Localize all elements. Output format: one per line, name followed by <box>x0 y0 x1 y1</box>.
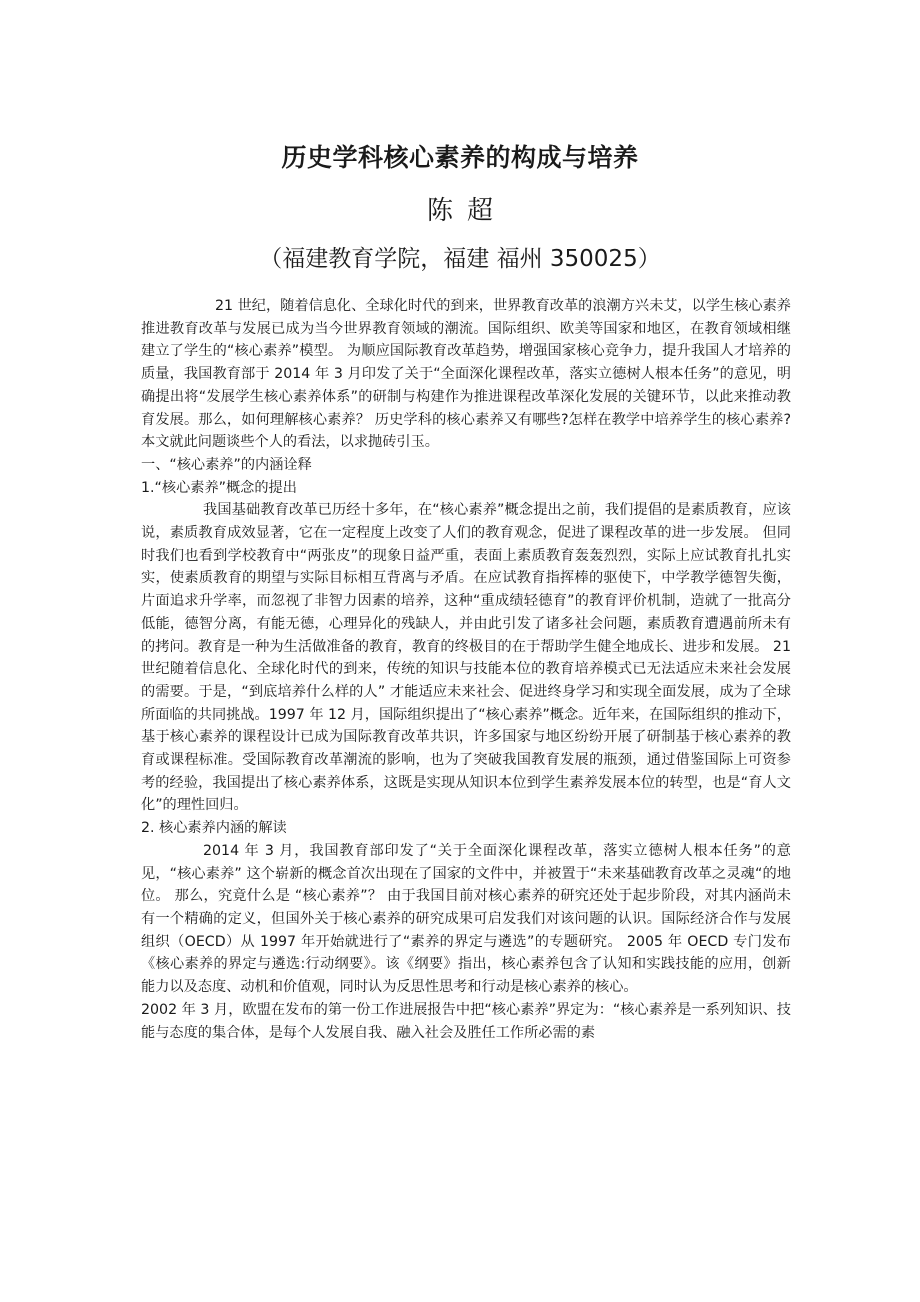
paragraph-eu-definition: 2002 年 3 月，欧盟在发布的第一份工作进展报告中把“核心素养”界定为：“核心素养是一系列知识、技能与态度的集合体，是每个人发展自我、融入社会及胜任工作所必需的素 <box>141 1001 791 1041</box>
paragraph-interpretation: 2014 年 3 月，我国教育部印发了“关于全面深化课程改革，落实立德树人根本任务”的意见，“核心素养” 这个崭新的概念首次出现在了国家的文件中，并被置于“未来基础教育改革之灵魂“的地位。 那么，究竟什么是 “核心素养”？ 由于我国目前对核心素养的研究还处于起步阶段，对其内涵尚未有一个精确的定义，但国外关于核心素养的研究成果可启发我们对该问题的认识。国际经济合作与发展组织（OECD）从 1997 年开始就进行了“素养的界定与遴选”的专题研究。 2005 年 OECD 专门发布《核心素养的界定与遴选:行动纲要》。该《纲要》指出，核心素养包含了认知和实践技能的应用，创新能力以及态度、动机和价值观，同时认为反思性思考和行动是核心素养的核心。 <box>141 842 791 996</box>
subsection-heading-2: 2. 核心素养内涵的解读 <box>141 820 287 837</box>
document-title: 历史学科核心素养的构成与培养 <box>281 143 639 172</box>
document-body <box>141 295 791 1044</box>
author-affiliation: （福建教育学院，福建 福州 350025） <box>259 246 661 272</box>
author-name: 陈超 <box>426 196 507 226</box>
paragraph-intro: 21 世纪，随着信息化、全球化时代的到来，世界教育改革的浪潮方兴未艾，以学生核心素养推进教育改革与发展已成为当今世界教育领域的潮流。国际组织、欧美等国家和地区，在教育领域相继建立了学生的“核心素养”模型。 为顺应国际教育改革趋势，增强国家核心竞争力，提升我国人才培养的质量，我国教育部于 2014 年 3 月印发了关于“全面深化课程改革，落实立德树人根本任务”的意见，明确提出将“发展学生核心素养体系”的研制与构建作为推进课程改革深化发展的关键环节，以此来推动教育发展。那么，如何理解核心素养？ 历史学科的核心素养又有哪些?怎样在教学中培养学生的核心素养?本文就此问题谈些个人的看法，以求抛砖引玉。 <box>141 298 791 451</box>
section-heading-1: 一、“核心素养”的内涵诠释 <box>141 456 312 473</box>
subsection-heading-1: 1.“核心素养”概念的提出 <box>141 479 297 496</box>
paragraph-concept: 我国基础教育改革已历经十多年，在“核心素养”概念提出之前，我们提倡的是素质教育，应该说，素质教育成效显著，它在一定程度上改变了人们的教育观念，促进了课程改革的进一步发展。 但同时我们也看到学校教育中“两张皮”的现象日益严重，表面上素质教育轰轰烈烈，实际上应试教育扎扎实实，使素质教育的期望与实际目标相互背离与矛盾。在应试教育指挥棒的驱使下，中学教学德智失衡，片面追求升学率，而忽视了非智力因素的培养，这种“重成绩轻德育”的教育评价机制，造就了一批高分低能，德智分离，有能无德，心理异化的残缺人，并由此引发了诸多社会问题，素质教育遭遇前所未有的拷问。教育是一种为生活做准备的教育，教育的终极目的在于帮助学生健全地成长、进步和发展。 21 世纪随着信息化、全球化时代的到来，传统的知识与技能本位的教育培养模式已无法适应未来社会发展的需要。于是，“到底培养什么样的人” 才能适应未来社会、促进终身学习和实现全面发展，成为了全球所面临的共同挑战。1997 年 12 月，国际组织提出了“核心素养”概念。近年来，在国际组织的推动下，基于核心素养的课程设计已成为国际教育改革共识，许多国家与地区纷纷开展了研制基于核心素养的教育或课程标准。受国际教育改革潮流的影响，也为了突破我国教育发展的瓶颈，通过借鉴国际上可资参考的经验，我国提出了核心素养体系，这既是实现从知识本位到学生素养发展本位的转型，也是“育人文化”的理性回归。 <box>141 502 791 814</box>
